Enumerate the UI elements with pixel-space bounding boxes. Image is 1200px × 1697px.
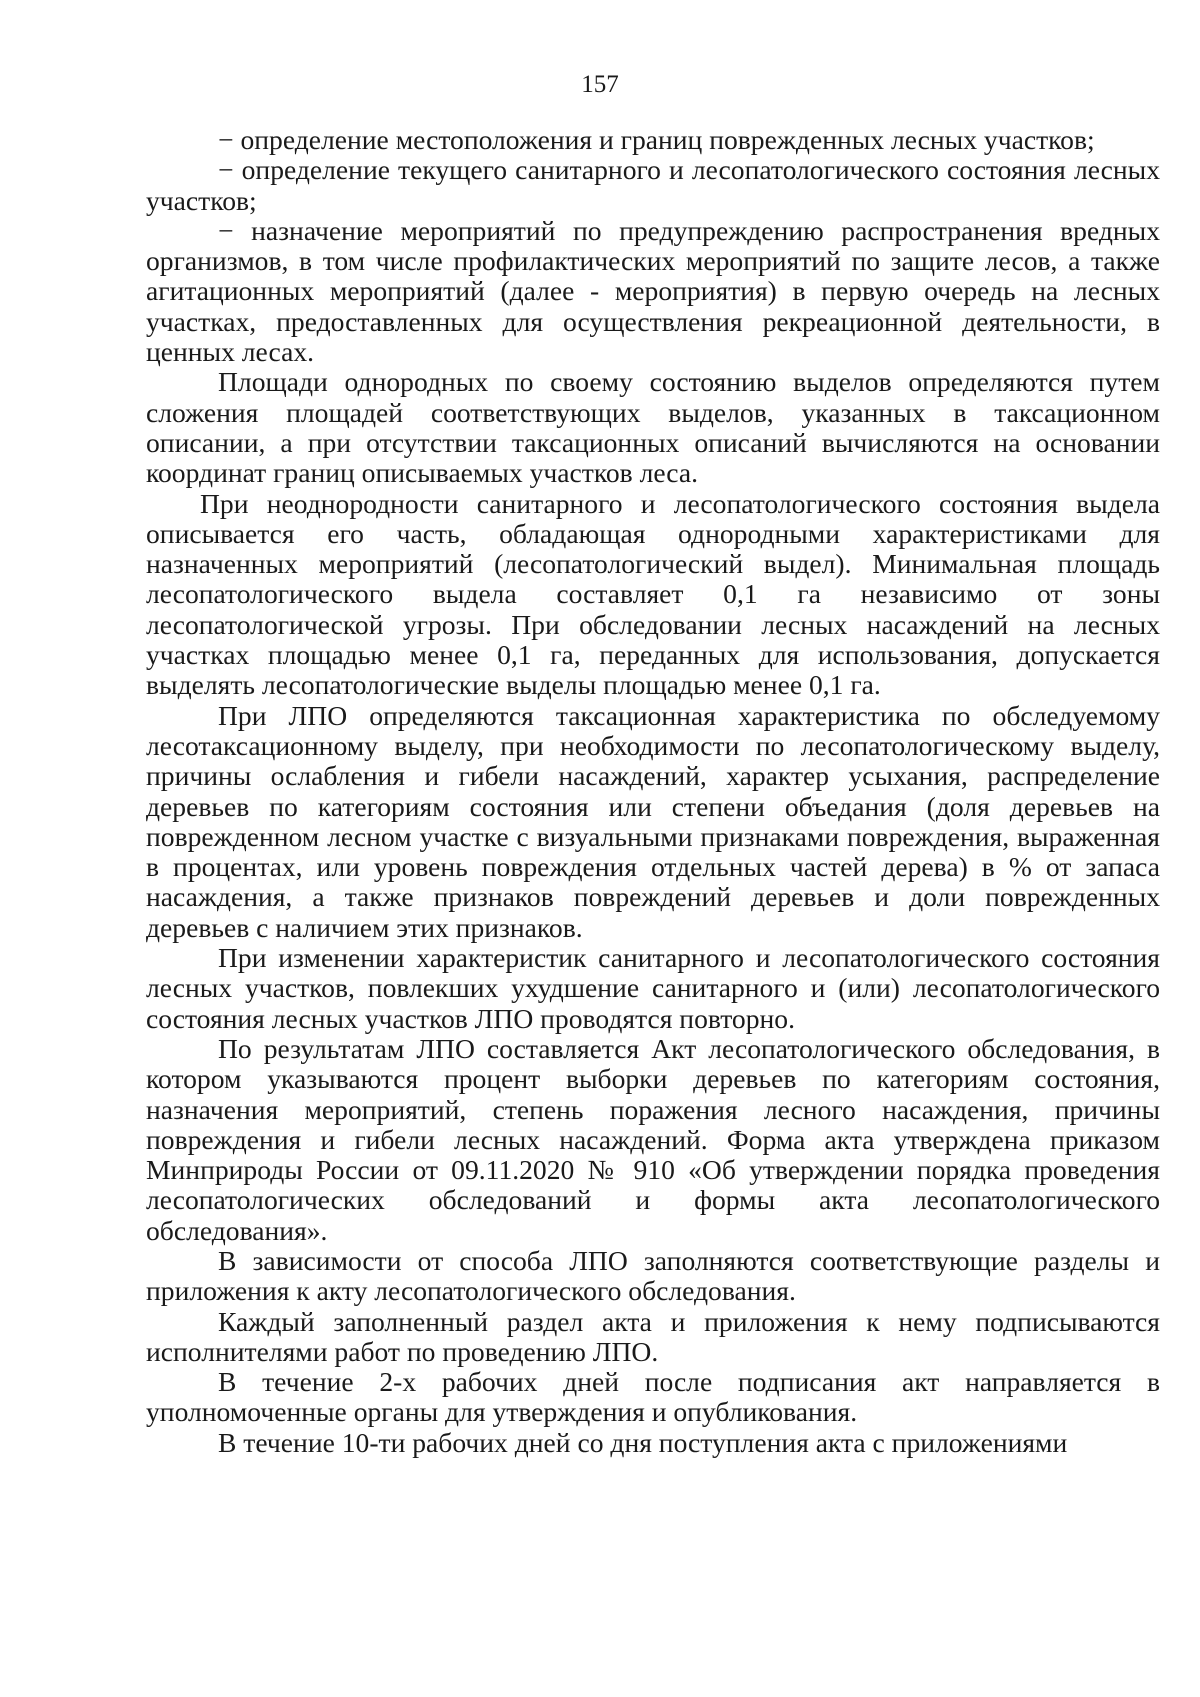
list-item: − определение местоположения и границ поврежденных лесных участков;	[218, 124, 1095, 155]
paragraph: При ЛПО определяются таксационная характеристика по обследуемому лесотаксационному выделу, при необходимости по лесопатологическому выделу, причины ослабления и гибели насаждений, характер усыхания, распределение деревьев по категориям состояния или степени объедания (доля деревьев на поврежденном лесном участке с визуальными признаками повреждения, выраженная в процентах, или уровень повреждения отдельных частей дерева) в % от запаса насаждения, а также признаков повреждений деревьев и доли поврежденных деревьев с наличием этих признаков.	[146, 699, 1160, 943]
paragraph: В зависимости от способа ЛПО заполняются соответствующие разделы и приложения к акту лесопатологического обследования.	[146, 1244, 1160, 1307]
paragraph: Площади однородных по своему состоянию выделов определяются путем сложения площадей соответствующих выделов, указанных в таксационном описании, а при отсутствии таксационных описаний вычисляются на основании координат границ описываемых участков леса.	[146, 366, 1160, 489]
paragraph: При неоднородности санитарного и лесопатологического состояния выдела описывается его часть, обладающая однородными характеристиками для назначенных мероприятий (лесопатологический выдел). Минимальная площадь лесопатологического выдела составляет 0,1 га независимо от зоны лесопатологической угрозы. При обследовании лесных насаждений на лесных участках площадью менее 0,1 га, переданных для использования, допускается выделять лесопатологические выделы площадью менее 0,1 га.	[146, 487, 1160, 701]
list-item: − назначение мероприятий по предупреждению распространения вредных организмов, в том числе профилактических мероприятий по защите лесов, а также агитационных мероприятий (далее - мероприятия) в первую очередь на лесных участках, предоставленных для осуществления рекреационной деятельности, в ценных лесах.	[146, 214, 1160, 368]
paragraph: В течение 10-ти рабочих дней со дня поступления акта с приложениями	[218, 1426, 1068, 1458]
paragraph: При изменении характеристик санитарного и лесопатологического состояния лесных участков, повлекших ухудшение санитарного и (или) лесопатологического состояния лесных участков ЛПО проводятся повторно.	[146, 942, 1160, 1034]
paragraph: В течение 2-х рабочих дней после подписания акт направляется в уполномоченные органы для утверждения и опубликования.	[146, 1366, 1160, 1428]
paragraph: По результатам ЛПО составляется Акт лесопатологического обследования, в котором указываются процент выборки деревьев по категориям состояния, назначения мероприятий, степень поражения лесного насаждения, причины повреждения и гибели лесных насаждений. Форма акта утверждена приказом Минприроды России от 09.11.2020 № 910 «Об утверждении порядка проведения лесопатологических обследований и формы акта лесопатологического обследования».	[146, 1032, 1160, 1246]
paragraph: Каждый заполненный раздел акта и приложения к нему подписываются исполнителями работ по проведению ЛПО.	[146, 1305, 1160, 1367]
document-body	[146, 125, 1160, 1458]
list-item: − определение текущего санитарного и лесопатологического состояния лесных участков;	[146, 154, 1160, 216]
page-number: 157	[581, 71, 619, 98]
